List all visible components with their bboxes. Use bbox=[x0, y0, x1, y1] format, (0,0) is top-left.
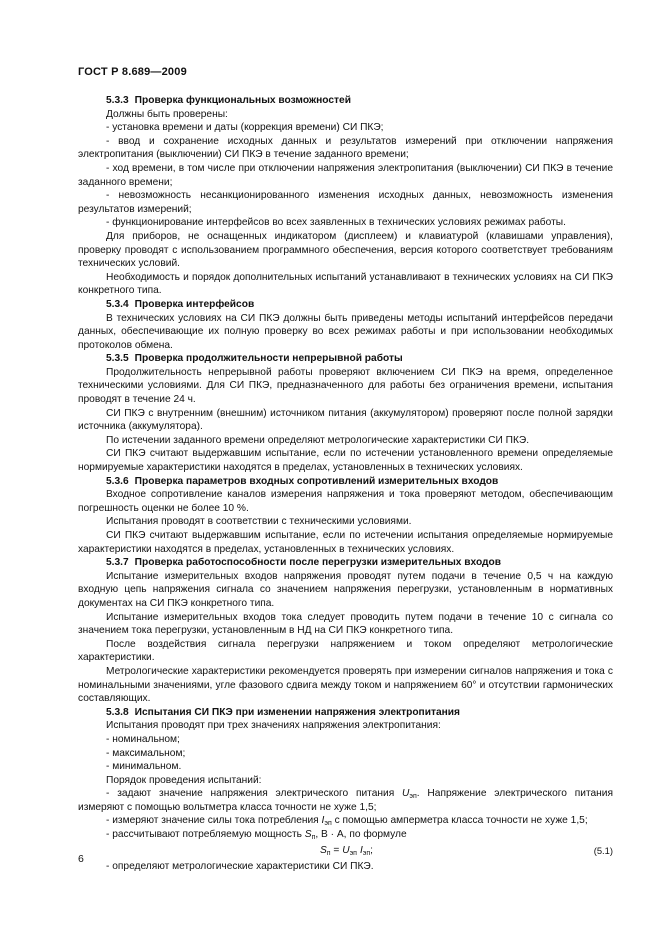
list-item: - номинальном; bbox=[106, 733, 180, 745]
section-title: Проверка продолжительности непрерывной работы bbox=[134, 353, 403, 365]
section-number: 5.3.4 bbox=[106, 298, 129, 310]
text-run: - рассчитывают потребляемую мощность bbox=[106, 829, 305, 841]
list-item: - функционирование интерфейсов во всех заявленных в технических условиях режимах работы. bbox=[106, 217, 566, 229]
symbol-i: I bbox=[321, 815, 325, 827]
formula-expression bbox=[320, 843, 373, 859]
symbol-s: S bbox=[320, 844, 327, 856]
subscript: эп bbox=[409, 793, 417, 801]
paragraph: Продолжительность непрерывной работы проверяют включением СИ ПКЭ на время, определенное техническими условиями. Для СИ ПКЭ, предназначенного для работы без ограничения времени, испытания проводят в течение 24 ч. bbox=[78, 366, 613, 406]
subscript: п bbox=[311, 834, 316, 842]
section-number: 5.3.3 bbox=[106, 95, 129, 106]
list-item: - максимальном; bbox=[106, 747, 186, 759]
section-heading-535 bbox=[78, 352, 613, 366]
formula-terminator: ; bbox=[370, 844, 374, 856]
section-title: Проверка работоспособности после перегрузки измерительных входов bbox=[134, 557, 502, 569]
list-item: - ввод и сохранение исходных данных и результатов измерений при отключении напряжения электропитания (выключении) СИ ПКЭ в течение заданного времени; bbox=[78, 135, 613, 161]
section-heading-534 bbox=[78, 298, 613, 312]
list-item: - невозможность несанкционированного изменения исходных данных, невозможность изменения результатов измерений; bbox=[78, 190, 613, 215]
section-title: Проверка параметров входных сопротивлений измерительных входов bbox=[134, 475, 499, 487]
section-title: Испытания СИ ПКЭ при изменении напряжения электропитания bbox=[134, 706, 460, 718]
paragraph: Входное сопротивление каналов измерения напряжения и тока проверяют методом, обеспечивающим погрешность оценки не более 10 %. bbox=[78, 489, 613, 514]
subscript: п bbox=[326, 849, 331, 857]
section-number: 5.3.7 bbox=[106, 557, 129, 569]
section-number: 5.3.6 bbox=[106, 475, 129, 487]
section-number: 5.3.5 bbox=[106, 353, 129, 365]
paragraph: Испытание измерительных входов напряжения проводят путем подачи в течение 0,5 ч на каждую входную цепь напряжения сигнала со значением напряжения перегрузки, установленным в нормативных документах на СИ ПКЭ конкретного типа. bbox=[78, 570, 613, 609]
page-number: 6 bbox=[78, 853, 84, 865]
paragraph: СИ ПКЭ считают выдержавшим испытание, если по истечении установленного времени определяемые нормируемые характеристики находятся в пределах, установленных в технических условиях. bbox=[78, 448, 613, 474]
paragraph: СИ ПКЭ считают выдержавшим испытание, если по истечении испытания определяемые нормируемые характеристики находятся в пределах, установленных в технических условиях. bbox=[78, 530, 613, 555]
subscript: эп bbox=[362, 849, 371, 857]
document-header: ГОСТ Р 8.689—2009 bbox=[78, 66, 187, 78]
paragraph: Метрологические характеристики рекомендуется проверять при измерении сигналов напряжения и тока с номинальными значениями, угле фазового сдвига между током и напряжением 60° и отсутствии гармонических составляющих. bbox=[78, 665, 613, 705]
document-body bbox=[78, 94, 613, 873]
list-item: - определяют метрологические характеристики СИ ПКЭ. bbox=[106, 860, 374, 872]
formula-5-1 bbox=[78, 843, 613, 859]
list-item bbox=[78, 814, 613, 828]
section-title: Проверка интерфейсов bbox=[134, 298, 255, 310]
section-heading-536 bbox=[78, 475, 613, 489]
paragraph: Испытания проводят в соответствии с техническими условиями. bbox=[106, 516, 412, 528]
text-run: . Напряжение электрического питания измеряют с помощью вольтметра класса точности не хуже 1,5; bbox=[78, 788, 613, 813]
section-title: Проверка функциональных возможностей bbox=[134, 95, 351, 106]
symbol-i: I bbox=[359, 844, 363, 856]
paragraph: Порядок проведения испытаний: bbox=[106, 774, 262, 786]
list-item: - установка времени и даты (коррекция времени) СИ ПКЭ; bbox=[106, 122, 384, 134]
section-heading-537 bbox=[78, 556, 613, 570]
paragraph: Необходимость и порядок дополнительных испытаний устанавливают в технических условиях на СИ ПКЭ конкретного типа. bbox=[78, 271, 613, 297]
text-run: , В · А, по формуле bbox=[315, 829, 407, 841]
paragraph: После воздействия сигнала перегрузки напряжением и током определяют метрологические характеристики. bbox=[78, 638, 613, 664]
paragraph: Должны быть проверены: bbox=[106, 108, 228, 120]
paragraph: В технических условиях на СИ ПКЭ должны быть приведены методы испытаний интерфейсов передачи данных, обеспечивающие их полную проверку во всех режимах работы и при использовании необходимых протоколов обмена. bbox=[78, 312, 613, 351]
list-item: - минимальном. bbox=[106, 761, 182, 773]
symbol-s: S bbox=[304, 829, 312, 841]
paragraph: Испытание измерительных входов тока следует проводить путем подачи в течение 10 с сигнала со значением тока перегрузки, установленным в НД на СИ ПКЭ конкретного типа. bbox=[78, 611, 613, 637]
section-number: 5.3.8 bbox=[106, 706, 129, 718]
paragraph: Испытания проводят при трех значениях напряжения электропитания: bbox=[106, 720, 441, 732]
section-heading-538 bbox=[78, 706, 613, 720]
text-run: - задают значение напряжения электрического питания bbox=[106, 788, 403, 800]
text-run: - измеряют значение силы тока потребления bbox=[106, 815, 322, 827]
symbol-u: U bbox=[342, 844, 350, 856]
subscript: эп bbox=[349, 849, 357, 857]
list-item: - ход времени, в том числе при отключении напряжения электропитания (выключении) СИ ПКЭ в течение заданного времени; bbox=[78, 162, 613, 188]
paragraph: По истечении заданного времени определяют метрологические характеристики СИ ПКЭ. bbox=[106, 434, 530, 446]
symbol-u: U bbox=[402, 788, 410, 800]
list-item bbox=[78, 787, 613, 814]
section-heading-533 bbox=[78, 94, 613, 108]
text-run: с помощью амперметра класса точности не хуже 1,5; bbox=[331, 815, 588, 827]
subscript: эп bbox=[324, 820, 332, 828]
paragraph: СИ ПКЭ с внутренним (внешним) источником питания (аккумулятором) проверяют после полной зарядки источника (аккумулятора). bbox=[78, 407, 613, 433]
list-item bbox=[78, 828, 613, 842]
formula-number: (5.1) bbox=[593, 844, 613, 856]
paragraph: Для приборов, не оснащенных индикатором (дисплеем) и клавиатурой (клавишами управления), проверку проводят с использованием программного обеспечения, версия которого соответствует требованиям технических условий. bbox=[78, 230, 613, 270]
equals-sign: = bbox=[330, 844, 343, 856]
